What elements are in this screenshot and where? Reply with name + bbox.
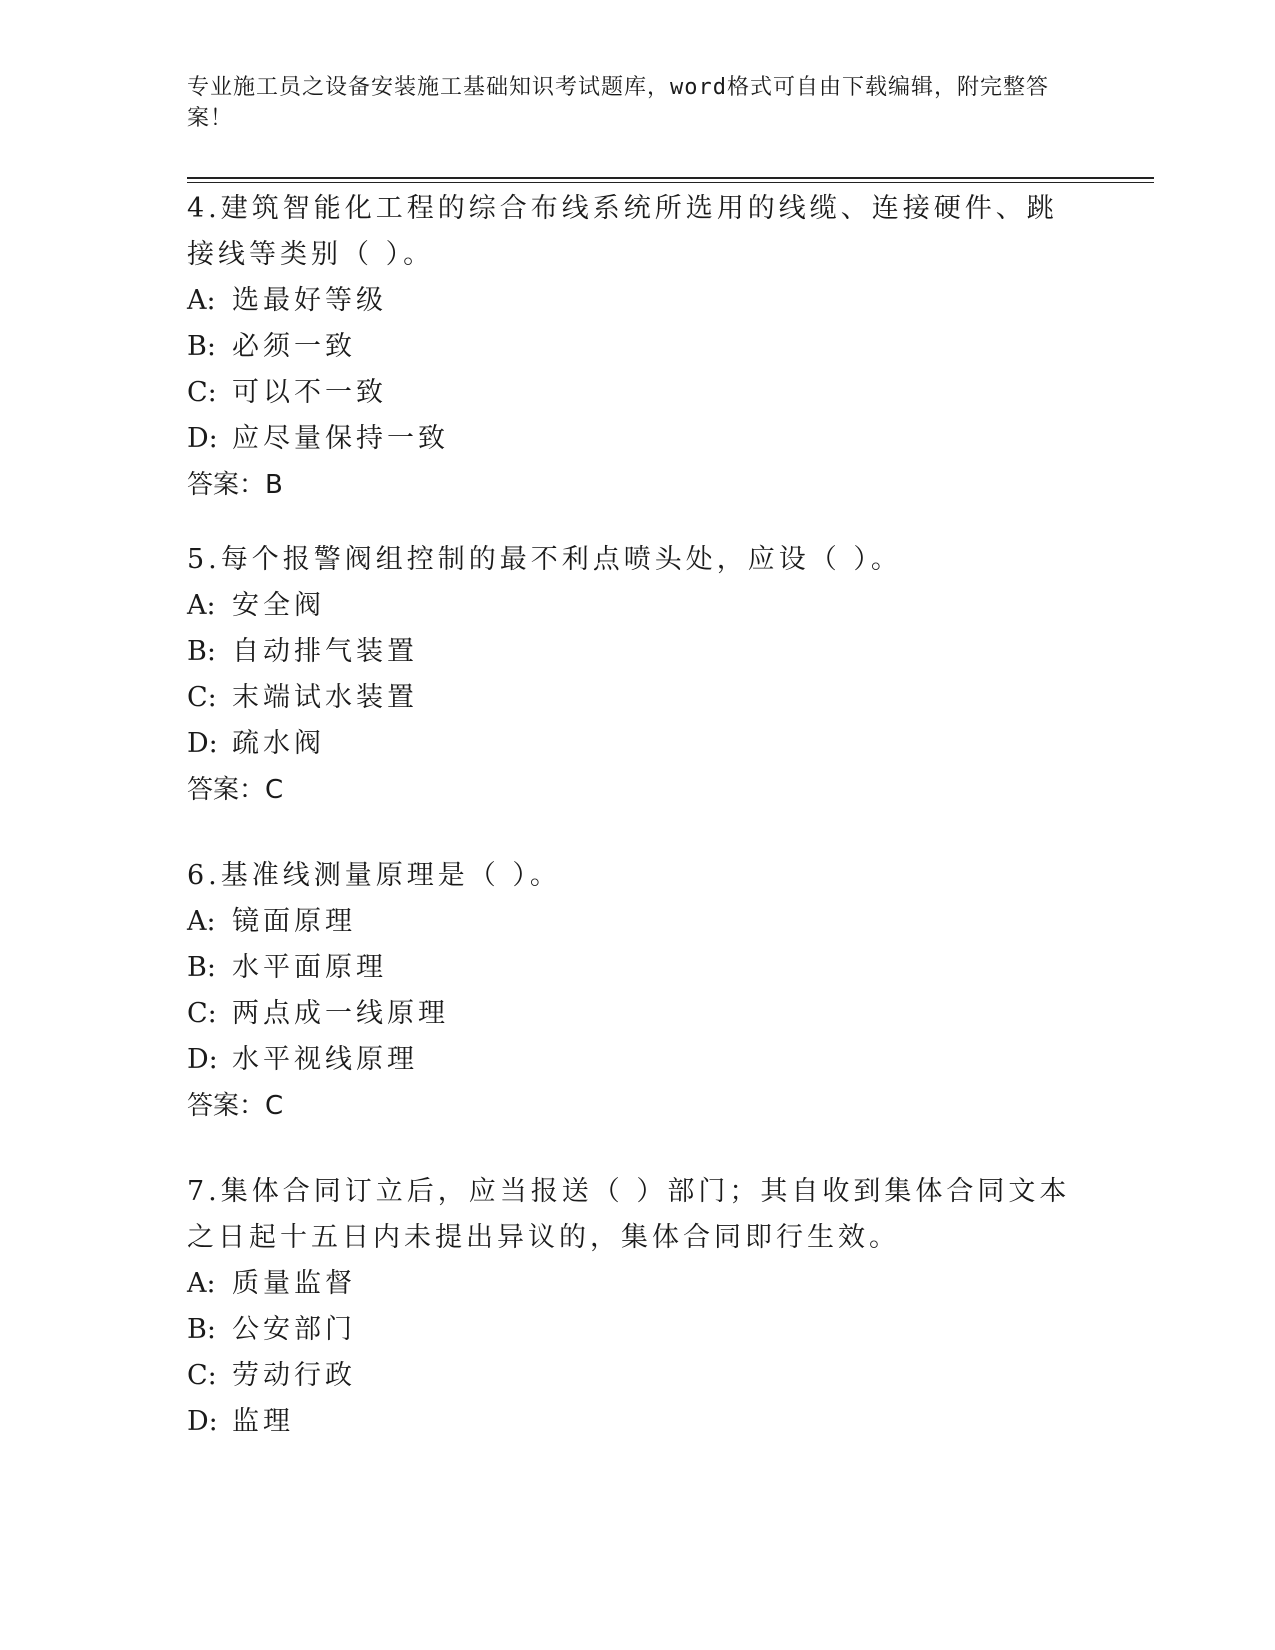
question-stem: 5.每个报警阀组控制的最不利点喷头处，应设（ ）。 xyxy=(187,544,902,575)
option-c xyxy=(187,991,1087,1037)
option-text: 水平面原理 xyxy=(232,952,387,983)
option-text: 选最好等级 xyxy=(232,285,387,316)
option-text: 应尽量保持一致 xyxy=(232,423,449,454)
question-block xyxy=(187,537,1087,813)
answer-line: 答案：C xyxy=(187,775,284,805)
header-divider-thin xyxy=(187,182,1154,183)
option-letter: C: xyxy=(187,377,217,408)
option-d xyxy=(187,1037,1087,1083)
question-block xyxy=(187,186,1087,508)
option-a xyxy=(187,278,1087,324)
option-text: 末端试水装置 xyxy=(232,682,418,713)
option-text: 可以不一致 xyxy=(232,377,387,408)
option-b xyxy=(187,945,1087,991)
option-letter: C: xyxy=(187,998,217,1029)
option-d xyxy=(187,721,1087,767)
option-a xyxy=(187,583,1087,629)
option-c xyxy=(187,370,1087,416)
option-letter: A: xyxy=(187,1268,216,1299)
option-text: 质量监督 xyxy=(232,1268,356,1299)
option-text: 镜面原理 xyxy=(232,906,356,937)
question-block xyxy=(187,853,1087,1129)
option-letter: B: xyxy=(187,636,216,667)
option-text: 劳动行政 xyxy=(232,1360,356,1391)
option-text: 两点成一线原理 xyxy=(232,998,449,1029)
answer-line: 答案：C xyxy=(187,1091,284,1121)
option-a xyxy=(187,899,1087,945)
option-letter: D: xyxy=(187,728,218,759)
question-block xyxy=(187,1169,1087,1445)
question-stem: 4.建筑智能化工程的综合布线系统所选用的线缆、连接硬件、跳接线等类别（ ）。 xyxy=(187,193,1058,270)
option-letter: D: xyxy=(187,423,218,454)
option-b xyxy=(187,1307,1087,1353)
option-letter: D: xyxy=(187,1044,218,1075)
option-letter: B: xyxy=(187,331,216,362)
option-c xyxy=(187,1353,1087,1399)
option-text: 水平视线原理 xyxy=(232,1044,418,1075)
question-stem: 6.基准线测量原理是（ ）。 xyxy=(187,860,561,891)
option-text: 公安部门 xyxy=(232,1314,356,1345)
option-d xyxy=(187,416,1087,462)
option-b xyxy=(187,629,1087,675)
option-letter: A: xyxy=(187,906,216,937)
option-text: 疏水阀 xyxy=(232,728,325,759)
option-text: 监理 xyxy=(232,1406,294,1437)
question-stem: 7.集体合同订立后，应当报送（ ）部门；其自收到集体合同文本之日起十五日内未提出异议的，集体合同即行生效。 xyxy=(187,1176,1071,1253)
header-divider xyxy=(187,177,1154,179)
option-letter: B: xyxy=(187,952,216,983)
option-text: 安全阀 xyxy=(232,590,325,621)
option-a xyxy=(187,1261,1087,1307)
option-letter: B: xyxy=(187,1314,216,1345)
option-letter: A: xyxy=(187,285,216,316)
option-text: 必须一致 xyxy=(232,331,356,362)
option-text: 自动排气装置 xyxy=(232,636,418,667)
option-b xyxy=(187,324,1087,370)
answer-line: 答案：B xyxy=(187,470,283,500)
option-letter: D: xyxy=(187,1406,218,1437)
option-c xyxy=(187,675,1087,721)
option-letter: C: xyxy=(187,1360,217,1391)
option-letter: C: xyxy=(187,682,217,713)
option-d xyxy=(187,1399,1087,1445)
option-letter: A: xyxy=(187,590,216,621)
document-header: 专业施工员之设备安装施工基础知识考试题库，word格式可自由下载编辑，附完整答案！ xyxy=(187,75,1049,131)
